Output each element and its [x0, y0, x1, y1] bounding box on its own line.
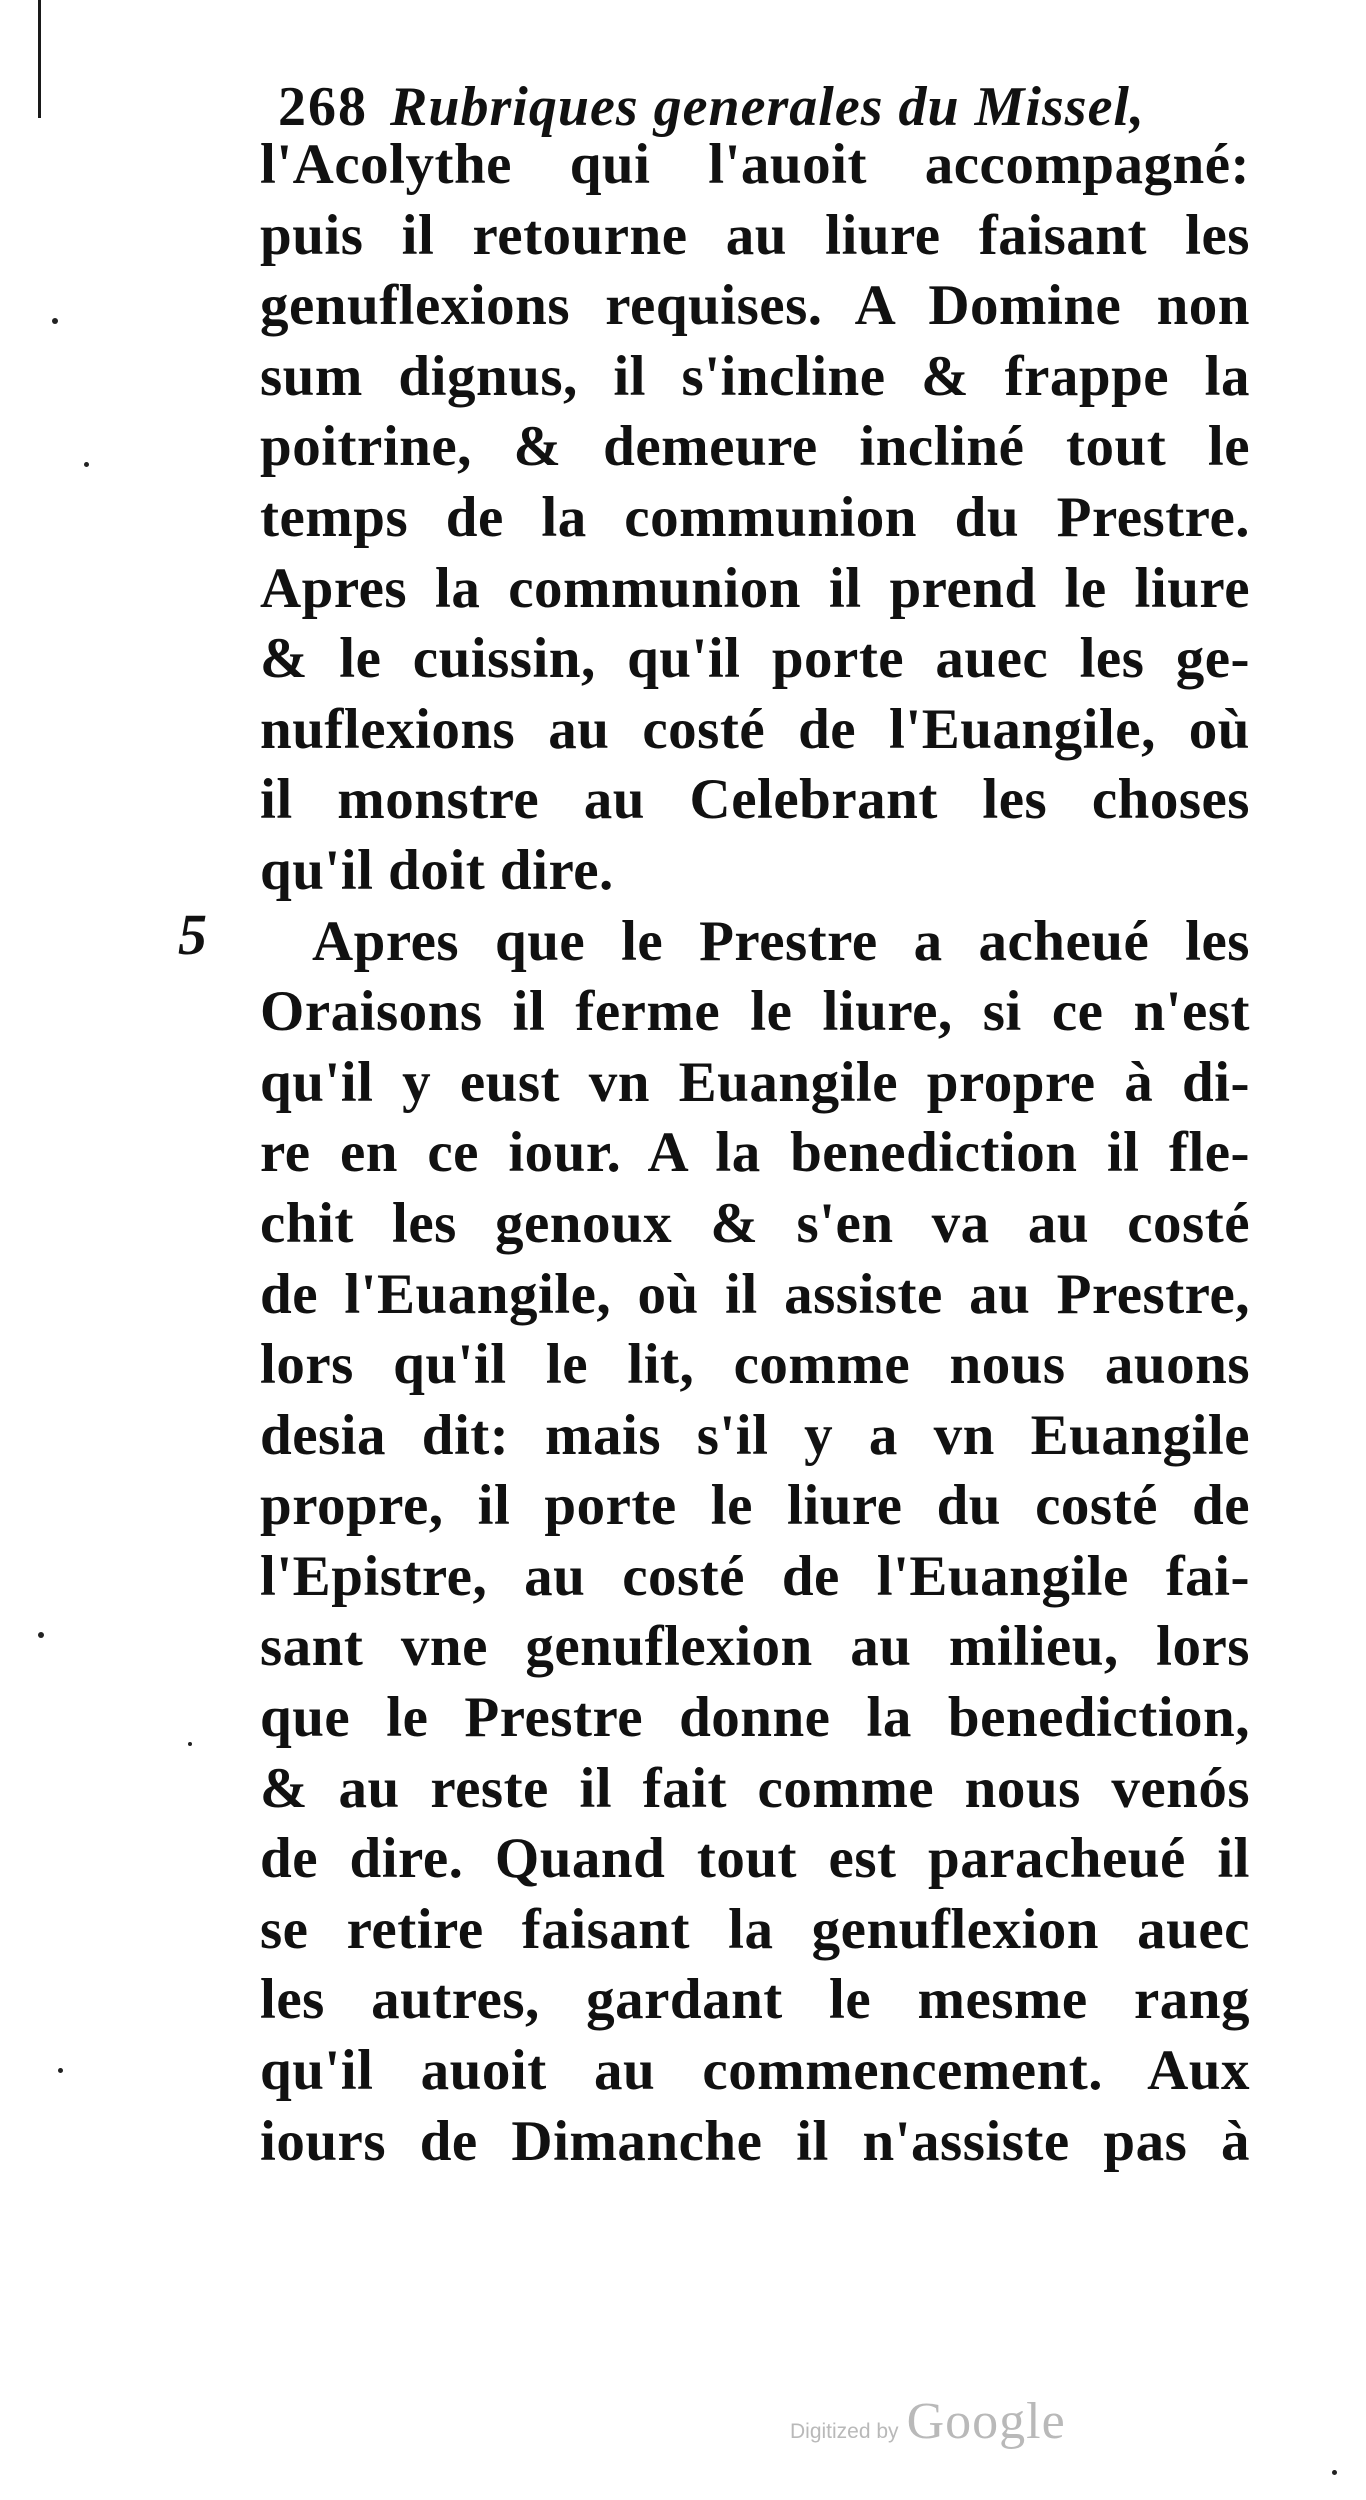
- text-line: genuflexions requises. A Domine non: [260, 274, 1250, 338]
- scan-speck: [38, 1632, 44, 1638]
- watermark-prefix: Digitized by: [790, 2420, 899, 2443]
- text-line: il monstre au Celebrant les choses: [260, 768, 1250, 832]
- text-line: iours de Dimanche il n'assiste pas à: [260, 2109, 1250, 2173]
- text-line: Oraisons il ferme le liure, si ce n'est: [260, 980, 1250, 1044]
- text-line: qu'il y eust vn Euangile propre à di-: [260, 1050, 1250, 1114]
- watermark-brand: Google: [906, 2393, 1066, 2450]
- text-line: l'Acolythe qui l'auoit accompagné:: [260, 133, 1250, 196]
- text-line: desia dit: mais s'il y a vn Euangile: [260, 1403, 1250, 1467]
- text-line: les autres, gardant le mesme rang: [260, 1968, 1250, 2032]
- text-line: Apres que le Prestre a acheué les: [312, 909, 1250, 973]
- text-line: sum dignus, il s'incline & frappe la: [260, 344, 1250, 408]
- text-line: chit les genoux & s'en va au costé: [260, 1191, 1250, 1255]
- text-line: lors qu'il le lit, comme nous auons: [260, 1333, 1250, 1397]
- page-number: 268: [278, 76, 368, 138]
- text-line: & le cuissin, qu'il porte auec les ge-: [260, 627, 1250, 691]
- scan-speck: [52, 318, 58, 324]
- text-line: de l'Euangile, où il assiste au Prestre,: [260, 1262, 1250, 1326]
- digitized-by-watermark: [790, 2392, 1066, 2452]
- text-line: l'Epistre, au costé de l'Euangile fai-: [260, 1544, 1250, 1608]
- text-line: qu'il auoit au commencement. Aux: [260, 2039, 1250, 2103]
- body-text: [260, 130, 1250, 2177]
- text-line: nuflexions au costé de l'Euangile, où: [260, 697, 1250, 761]
- text-line: de dire. Quand tout est paracheué il: [260, 1827, 1250, 1891]
- text-line: & au reste il fait comme nous venós: [260, 1756, 1250, 1820]
- text-line: se retire faisant la genuflexion auec: [260, 1897, 1250, 1961]
- margin-numeral: 5: [178, 902, 207, 967]
- scan-speck: [84, 462, 89, 467]
- text-line: qu'il doit dire.: [260, 838, 614, 902]
- scan-speck: [58, 2068, 63, 2073]
- scan-speck: [188, 1742, 192, 1746]
- text-line: que le Prestre donne la benediction,: [260, 1686, 1250, 1750]
- text-line: sant vne genuflexion au milieu, lors: [260, 1615, 1250, 1679]
- gutter-rule: [38, 0, 41, 118]
- scan-speck: [1332, 2470, 1337, 2475]
- text-line: poitrine, & demeure incliné tout le: [260, 415, 1250, 479]
- text-line: Apres la communion il prend le liure: [260, 556, 1250, 620]
- text-line: propre, il porte le liure du costé de: [260, 1474, 1250, 1538]
- text-line: temps de la communion du Prestre.: [260, 485, 1250, 549]
- text-line: re en ce iour. A la benediction il fle-: [260, 1121, 1250, 1185]
- running-title: Rubriques generales du Missel,: [390, 76, 1145, 138]
- text-line: puis il retourne au liure faisant les: [260, 203, 1250, 267]
